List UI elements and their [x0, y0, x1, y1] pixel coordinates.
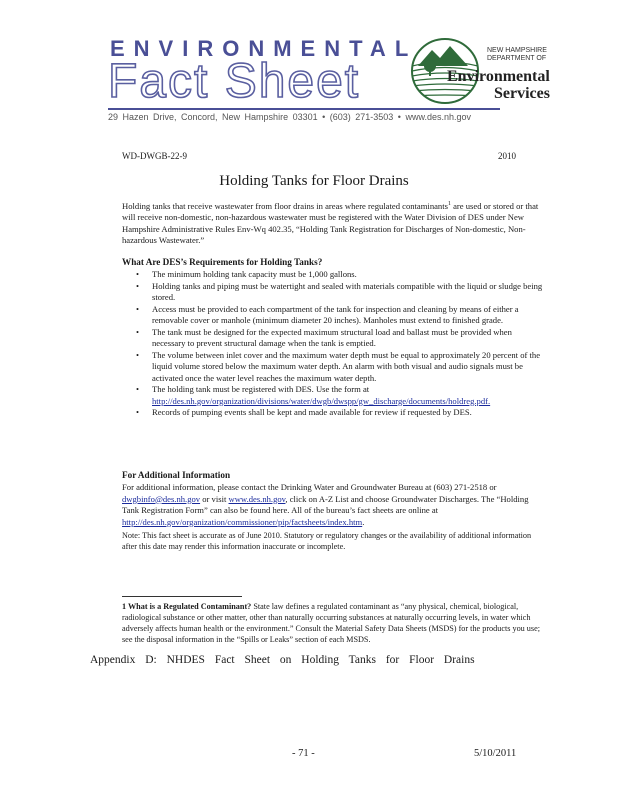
additional-text: For additional information, please contact the Drinking Water and Groundwater Bureau at (603) 271-2518 or [122, 482, 497, 492]
additional-text: . [362, 516, 365, 527]
additional-text: or visit [200, 493, 229, 504]
banner-subtitle: Fact Sheet [108, 55, 361, 108]
page-title: Holding Tanks for Floor Drains [219, 173, 409, 189]
appendix-caption: Appendix D: NHDES Fact Sheet on Holding Tanks for Floor Drains [90, 654, 475, 666]
list-item: • Holding tanks and piping must be watertight and sealed with materials compatible with the liquid or sludge being stored. [136, 281, 544, 304]
list-item [136, 384, 544, 407]
additional-info-heading: For Additional Information [122, 470, 231, 480]
intro-text: Holding tanks that receive wastewater from floor drains in areas where regulated contaminants [122, 200, 448, 211]
footnote-text: State law defines a regulated contaminant as “any physical, chemical, biological, radiological substance or other matter, other than naturally occurring substances at naturally occurring levels, in water which adversely affects human health or the environment.” Consult the Material Safety Data Sheets (MSDS) for the products you use; see the disposal information in the “Spills or Leaks” section of each MSDS. [122, 602, 540, 644]
list-item: • Records of pumping events shall be kept and made available for review if requested by DES. [136, 407, 544, 419]
footnote [122, 601, 542, 645]
factsheets-link[interactable]: http://des.nh.gov/organization/commissioner/pip/factsheets/index.htm [122, 516, 363, 527]
agency-dept: DEPARTMENT OF [487, 55, 547, 62]
page-date: 5/10/2011 [474, 748, 517, 759]
agency-address: 29 Hazen Drive, Concord, New Hampshire 03301 • (603) 271-3503 • www.des.nh.gov [108, 112, 471, 122]
registration-text: The holding tank must be registered with DES. Use the form at [152, 384, 370, 394]
website-link[interactable]: www.des.nh.gov [228, 493, 286, 504]
header-divider [108, 108, 500, 110]
accuracy-note: Note: This fact sheet is accurate as of June 2010. Statutory or regulatory changes or the availability of additional information after this date may render this information inaccurate or incomplete. [122, 531, 532, 551]
list-item: • The tank must be designed for the expected maximum structural load and ballast must be provided when necessary to prevent structural damage when the tank is emptied. [136, 327, 544, 350]
list-item: • The minimum holding tank capacity must be 1,000 gallons. [136, 269, 544, 281]
intro-paragraph [122, 199, 542, 247]
banner-title: ENVIRONMENTAL [110, 36, 418, 61]
email-link[interactable]: dwgbinfo@des.nh.gov [122, 493, 201, 504]
requirements-heading: What Are DES’s Requirements for Holding Tanks? [122, 257, 323, 267]
agency-state: NEW HAMPSHIRE [487, 47, 547, 54]
intro-text-cont: are used or stored or that will receive non-domestic, non-hazardous wastewater must be registered with the Water Division of DES under New Hampshire Administrative Rules Env-Wq 402.35, “Holding Tank Registration for Discharges of Non-domestic, Non-hazardous Wastewater.” [122, 200, 539, 246]
additional-text: , click on A-Z List and choose Groundwater Discharges. The “Holding Tank Registration Form” can also be found here. All of the bureau’s fact sheets are online at [122, 493, 529, 515]
additional-info-paragraph [122, 482, 542, 528]
registration-form-link[interactable]: http://des.nh.gov/organization/divisions/water/dwgb/dwspp/gw_discharge/documents/holdreg.pdf. [152, 395, 491, 406]
footnote-divider [122, 596, 242, 597]
document-id: WD-DWGB-22-9 [122, 151, 187, 161]
requirements-list [136, 269, 544, 419]
document-year: 2010 [498, 151, 516, 161]
list-item: • The volume between inlet cover and the maximum water depth must be equal to approximately 20 percent of the liquid volume stored below the maximum water depth. An alarm with both visual and audio signals must be activated once the water level reaches the maximum water depth. [136, 350, 544, 385]
footnote-marker[interactable]: 1 [447, 201, 451, 207]
page-number: - 71 - [292, 748, 315, 759]
agency-name-line1: Environmental [447, 68, 550, 85]
agency-name-line2: Services [494, 85, 550, 102]
footnote-lead: 1 What is a Regulated Contaminant? [122, 602, 252, 611]
list-item: • Access must be provided to each compartment of the tank for inspection and cleaning by means of either a removable cover or manhole (minimum diameter 20 inches). Manholes must extend to finished grade. [136, 304, 544, 327]
